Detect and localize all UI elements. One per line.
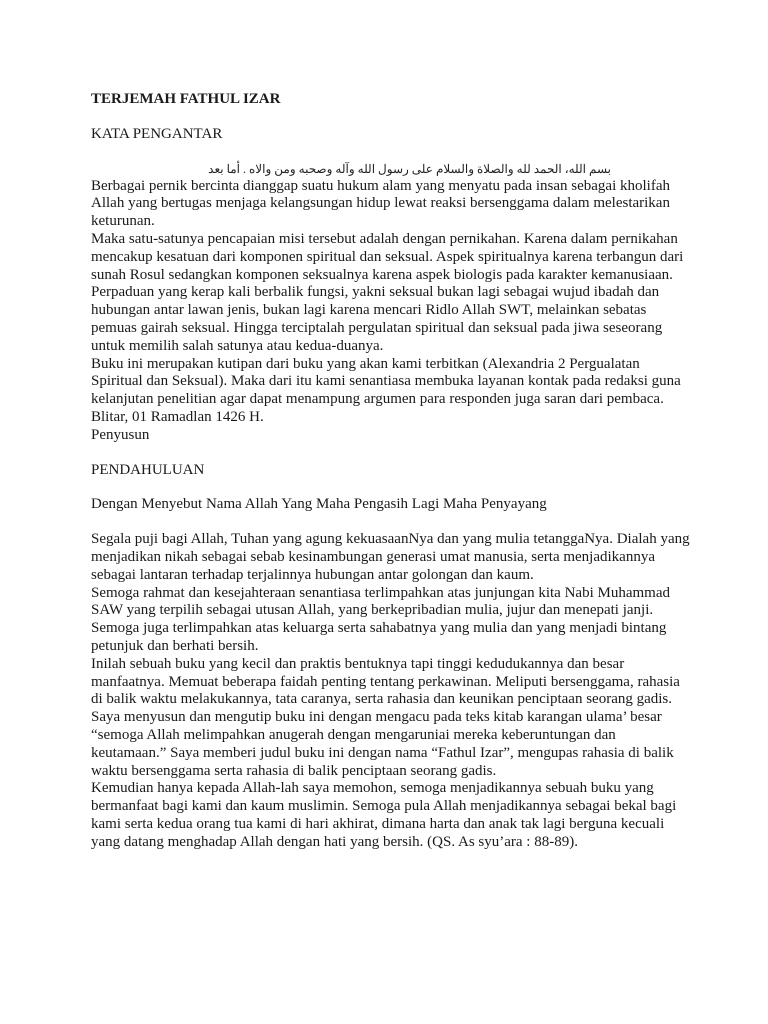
paragraph: Semoga juga terlimpahkan atas keluarga serta sahabatnya yang mulia dan yang menjadi bintang petunjuk dan berhati bersih. bbox=[91, 620, 667, 654]
paragraph: Inilah sebuah buku yang kecil dan praktis bentuknya tapi tinggi kedudukannya dan besar manfaatnya. Memuat beberapa faidah penting tentang perkawinan. Meliputi bersenggama, rahasia di balik waktu melakukannya, tata caranya, serta rahasia dan keunikan penciptaan seorang gadis. bbox=[91, 655, 680, 708]
section-heading-kata-pengantar: KATA PENGANTAR bbox=[91, 125, 223, 142]
place-date-line: Blitar, 01 Ramadlan 1426 H. bbox=[91, 408, 264, 425]
basmalah-translation: Dengan Menyebut Nama Allah Yang Maha Pengasih Lagi Maha Penyayang bbox=[91, 496, 547, 513]
paragraph: Maka satu-satunya pencapaian misi tersebut adalah dengan pernikahan. Karena dalam pernikahan mencakup kesatuan dari komponen spiritual dan seksual. Aspek spiritualnya karena terbangun dari sunah Rosul sedangkan komponen seksualnya karena aspek biologis pada karakter kemanusiaan. bbox=[91, 230, 684, 283]
paragraph: Perpaduan yang kerap kali berbalik fungsi, yakni seksual bukan lagi sebagai wujud ibadah dan hubungan antar lawan jenis, bukan lagi karena mencari Ridlo Allah SWT, melainkan sebatas pemuas gairah seksual. Hingga terciptalah pergulatan spiritual dan seksual pada jiwa seseorang untuk memilih salah satunya atau kedua-duanya. bbox=[91, 284, 663, 354]
document-page bbox=[91, 91, 691, 851]
paragraph: Semoga rahmat dan kesejahteraan senantiasa terlimpahkan atas junjungan kita Nabi Muhammad SAW yang terpilih sebagai utusan Allah, yang berkepribadian mulia, jujur dan menepati janji. bbox=[91, 584, 670, 619]
section-heading-pendahuluan: PENDAHULUAN bbox=[91, 461, 205, 478]
author-signoff: Penyusun bbox=[91, 426, 150, 443]
arabic-opening-line: بسم الله، الحمد لله والصلاة والسلام على رسول الله وآله وصحبه ومن والاه . أما بعد bbox=[208, 161, 611, 176]
document-title: TERJEMAH FATHUL IZAR bbox=[91, 91, 281, 107]
spacer bbox=[91, 445, 691, 462]
paragraph: Berbagai pernik bercinta dianggap suatu hukum alam yang menyatu pada insan sebagai kholifah Allah yang bertugas menjaga kelangsungan hidup lewat reaksi bersenggama dalam melestarikan keturunan. bbox=[91, 177, 670, 230]
paragraph: Kemudian hanya kepada Allah-lah saya memohon, semoga menjadikannya sebuah buku yang bermanfaat bagi kami dan kaum muslimin. Semoga pula Allah menjadikannya sebagai bekal bagi kami serta kedua orang tua kami di hari akhirat, dimana harta dan anak tak lagi berguna kecuali yang datang menghadap Allah dengan hati yang bersih. (QS. As syu’ara : 88-89). bbox=[91, 780, 677, 850]
paragraph: Saya menyusun dan mengutip buku ini dengan mengacu pada teks kitab karangan ulama’ besar “semoga Allah melimpahkan anugerah dengan mengaruniai mereka keberuntungan dan keutamaan.” Saya memberi judul buku ini dengan nama “Fathul Izar”, mengupas rahasia di balik waktu bersenggama serta rahasia di balik penciptaan seorang gadis. bbox=[91, 709, 674, 779]
paragraph: Segala puji bagi Allah, Tuhan yang agung kekuasaanNya dan yang mulia tetanggaNya. Dialah yang menjadikan nikah sebagai sebab kesinambungan generasi umat manusia, serta menjadikannya sebagai lantaran terhadap terjalinnya hubungan antar golongan dan kaum. bbox=[91, 531, 690, 583]
paragraph: Buku ini merupakan kutipan dari buku yang akan kami terbitkan (Alexandria 2 Pergualatan Spiritual dan Seksual). Maka dari itu kami senantiasa membuka layanan kontak pada redaksi guna kelanjutan penelitian agar dapat menampung argumen para responden juga saran dari pembaca. bbox=[91, 355, 681, 408]
